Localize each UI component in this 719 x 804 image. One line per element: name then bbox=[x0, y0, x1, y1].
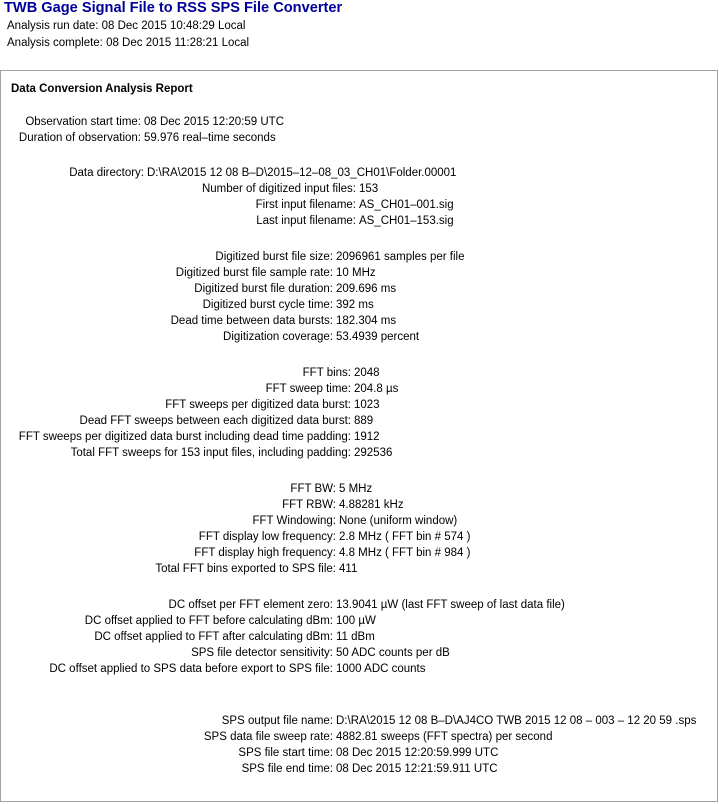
report-line bbox=[11, 597, 713, 613]
report-line-value: 53.4939 percent bbox=[336, 331, 420, 343]
report-line-label-column bbox=[11, 313, 333, 329]
report-line bbox=[11, 761, 713, 777]
report-line-label-column bbox=[11, 597, 333, 613]
report-line-label: Total FFT sweeps for 153 input files, including padding: bbox=[70, 447, 351, 459]
report-line-label: Digitized burst file sample rate: bbox=[175, 267, 333, 279]
report-line-label: SPS file end time: bbox=[241, 763, 333, 775]
report-line bbox=[11, 661, 713, 677]
report-line bbox=[11, 497, 713, 513]
report-line-value: 411 bbox=[339, 563, 358, 575]
report-line-value: 1023 bbox=[354, 399, 380, 411]
report-line-value: 11 dBm bbox=[336, 631, 375, 643]
report-line-label-column bbox=[11, 445, 351, 461]
report-line bbox=[11, 645, 713, 661]
report-line-label: DC offset applied to FFT before calculating dBm: bbox=[84, 615, 333, 627]
report-line-label: Dead FFT sweeps between each digitized data burst: bbox=[79, 415, 351, 427]
report-line-value: 08 Dec 2015 12:20:59.999 UTC bbox=[336, 747, 499, 759]
report-line-label-column bbox=[11, 329, 333, 345]
report-line-value: 59.976 real–time seconds bbox=[144, 132, 276, 144]
report-line-label: FFT RBW: bbox=[282, 499, 336, 511]
report-line-label-column bbox=[11, 114, 141, 130]
report-line-value: 2048 bbox=[354, 367, 380, 379]
report-line-label: Digitized burst file size: bbox=[215, 251, 333, 263]
report-line bbox=[11, 297, 713, 313]
report-line-value: D:\RA\2015 12 08 B–D\AJ4CO TWB 2015 12 08 – 003 – 12 20 59 .sps bbox=[336, 715, 697, 727]
report-line-label: Digitized burst file duration: bbox=[194, 283, 333, 295]
report-line-label-column bbox=[11, 645, 333, 661]
report-line-label-column bbox=[11, 165, 144, 181]
report-line bbox=[11, 281, 713, 297]
report-line bbox=[11, 481, 713, 497]
report-group bbox=[11, 597, 713, 677]
report-line-label: Last input filename: bbox=[256, 215, 356, 227]
report-line-label: FFT display low frequency: bbox=[198, 531, 336, 543]
report-line bbox=[11, 130, 713, 146]
report-line-value: 889 bbox=[354, 415, 374, 427]
report-line-label-column bbox=[11, 529, 336, 545]
report-line-value: 5 MHz bbox=[339, 483, 373, 495]
report-line bbox=[11, 365, 713, 381]
report-line-value: 1912 bbox=[354, 431, 380, 443]
report-line-label: FFT Windowing: bbox=[252, 515, 336, 527]
report-line-label: First input filename: bbox=[255, 199, 356, 211]
report-line-label: Dead time between data bursts: bbox=[170, 315, 333, 327]
report-line-label: SPS file start time: bbox=[238, 747, 333, 759]
report-line-label-column bbox=[11, 181, 356, 197]
report-line-label: FFT bins: bbox=[302, 367, 351, 379]
report-line-value: None (uniform window) bbox=[339, 515, 458, 527]
report-line bbox=[11, 313, 713, 329]
report-line-label-column bbox=[11, 130, 141, 146]
report-line-label: SPS data file sweep rate: bbox=[203, 731, 333, 743]
analysis-run-date: Analysis run date: 08 Dec 2015 10:48:29 Local bbox=[7, 20, 246, 32]
report-line-label: DC offset per FFT element zero: bbox=[168, 599, 333, 611]
report-line-label-column bbox=[11, 713, 333, 729]
report-line-value: 204.8 µs bbox=[354, 383, 399, 395]
report-line-label: Digitized burst cycle time: bbox=[202, 299, 333, 311]
report-line bbox=[11, 545, 713, 561]
report-title: Data Conversion Analysis Report bbox=[11, 83, 193, 95]
report-line bbox=[11, 197, 713, 213]
report-line-value: AS_CH01–001.sig bbox=[359, 199, 454, 211]
report-group bbox=[11, 249, 713, 345]
report-line-value: 08 Dec 2015 12:21:59.911 UTC bbox=[336, 763, 498, 775]
report-line-value: 4.8 MHz ( FFT bin # 984 ) bbox=[339, 547, 471, 559]
report-line-value: 1000 ADC counts bbox=[336, 663, 426, 675]
report-line-label-column bbox=[11, 197, 356, 213]
report-line bbox=[11, 213, 713, 229]
report-line bbox=[11, 445, 713, 461]
report-line-label-column bbox=[11, 429, 351, 445]
report-line-label-column bbox=[11, 381, 351, 397]
report-line-label: Data directory: bbox=[69, 167, 144, 179]
report-group bbox=[11, 365, 713, 461]
report-line-value: 392 ms bbox=[336, 299, 374, 311]
report-line-label: FFT sweeps per digitized data burst: bbox=[165, 399, 351, 411]
report-line-value: 292536 bbox=[354, 447, 393, 459]
report-line bbox=[11, 713, 713, 729]
report-line-label: SPS file detector sensitivity: bbox=[191, 647, 333, 659]
report-line-label-column bbox=[11, 729, 333, 745]
page-title: TWB Gage Signal File to RSS SPS File Converter bbox=[4, 0, 343, 16]
report-line-label-column bbox=[11, 265, 333, 281]
report-line bbox=[11, 513, 713, 529]
report-line bbox=[11, 165, 713, 181]
report-line-label-column bbox=[11, 545, 336, 561]
report-line-value: 13.9041 µW (last FFT sweep of last data file) bbox=[336, 599, 565, 611]
report-line-label-column bbox=[11, 249, 333, 265]
report-line-value: 2096961 samples per file bbox=[336, 251, 465, 263]
report-line-label-column bbox=[11, 281, 333, 297]
report-line-value: 50 ADC counts per dB bbox=[336, 647, 450, 659]
report-line-value: 182.304 ms bbox=[336, 315, 397, 327]
report-line-label: Total FFT bins exported to SPS file: bbox=[155, 563, 336, 575]
report-line-label-column bbox=[11, 497, 336, 513]
report-line-value: 4882.81 sweeps (FFT spectra) per second bbox=[336, 731, 553, 743]
analysis-complete-date: Analysis complete: 08 Dec 2015 11:28:21 Local bbox=[7, 37, 250, 49]
report-body bbox=[11, 114, 713, 777]
report-line-label: Observation start time: bbox=[25, 116, 141, 128]
report-line bbox=[11, 729, 713, 745]
report-line-label: Duration of observation: bbox=[18, 132, 141, 144]
report-line-label-column bbox=[11, 561, 336, 577]
report-line bbox=[11, 413, 713, 429]
report-line-label: FFT display high frequency: bbox=[194, 547, 336, 559]
report-line-label-column bbox=[11, 761, 333, 777]
report-line-label-column bbox=[11, 213, 356, 229]
report-group bbox=[11, 165, 713, 229]
report-line-value: 153 bbox=[359, 183, 379, 195]
report-line-label-column bbox=[11, 297, 333, 313]
report-panel bbox=[0, 70, 718, 802]
report-line-label-column bbox=[11, 661, 333, 677]
report-line-value: 10 MHz bbox=[336, 267, 376, 279]
report-line-label-column bbox=[11, 413, 351, 429]
report-group bbox=[11, 713, 713, 777]
report-line bbox=[11, 629, 713, 645]
report-line bbox=[11, 181, 713, 197]
report-line-label: FFT BW: bbox=[290, 483, 336, 495]
report-line-value: 209.696 ms bbox=[336, 283, 397, 295]
report-line-label: DC offset applied to SPS data before export to SPS file: bbox=[49, 663, 333, 675]
report-line-label-column bbox=[11, 513, 336, 529]
report-line-label: FFT sweep time: bbox=[265, 383, 351, 395]
report-line-value: 2.8 MHz ( FFT bin # 574 ) bbox=[339, 531, 471, 543]
report-line bbox=[11, 429, 713, 445]
report-line-label: Digitization coverage: bbox=[223, 331, 333, 343]
report-line-label: FFT sweeps per digitized data burst including dead time padding: bbox=[18, 431, 351, 443]
report-line bbox=[11, 745, 713, 761]
report-line bbox=[11, 381, 713, 397]
report-line bbox=[11, 265, 713, 281]
report-line bbox=[11, 397, 713, 413]
report-line-label-column bbox=[11, 629, 333, 645]
report-line bbox=[11, 329, 713, 345]
report-line-value: 08 Dec 2015 12:20:59 UTC bbox=[144, 116, 285, 128]
report-line-label: SPS output file name: bbox=[221, 715, 333, 727]
report-group bbox=[11, 481, 713, 577]
report-line-label-column bbox=[11, 365, 351, 381]
report-line bbox=[11, 249, 713, 265]
report-line-value: 100 µW bbox=[336, 615, 376, 627]
report-line bbox=[11, 561, 713, 577]
report-line bbox=[11, 114, 713, 130]
report-line-label-column bbox=[11, 481, 336, 497]
report-line-label: Number of digitized input files: bbox=[201, 183, 356, 195]
report-line-label-column bbox=[11, 745, 333, 761]
report-line-label-column bbox=[11, 397, 351, 413]
report-line-value: D:\RA\2015 12 08 B–D\2015–12–08_03_CH01\Folder.00001 bbox=[147, 167, 457, 179]
report-line bbox=[11, 613, 713, 629]
report-line-value: 4.88281 kHz bbox=[339, 499, 404, 511]
report-group bbox=[11, 114, 713, 146]
report-line-label-column bbox=[11, 613, 333, 629]
report-line bbox=[11, 529, 713, 545]
report-line-label: DC offset applied to FFT after calculating dBm: bbox=[94, 631, 333, 643]
report-line-value: AS_CH01–153.sig bbox=[359, 215, 454, 227]
